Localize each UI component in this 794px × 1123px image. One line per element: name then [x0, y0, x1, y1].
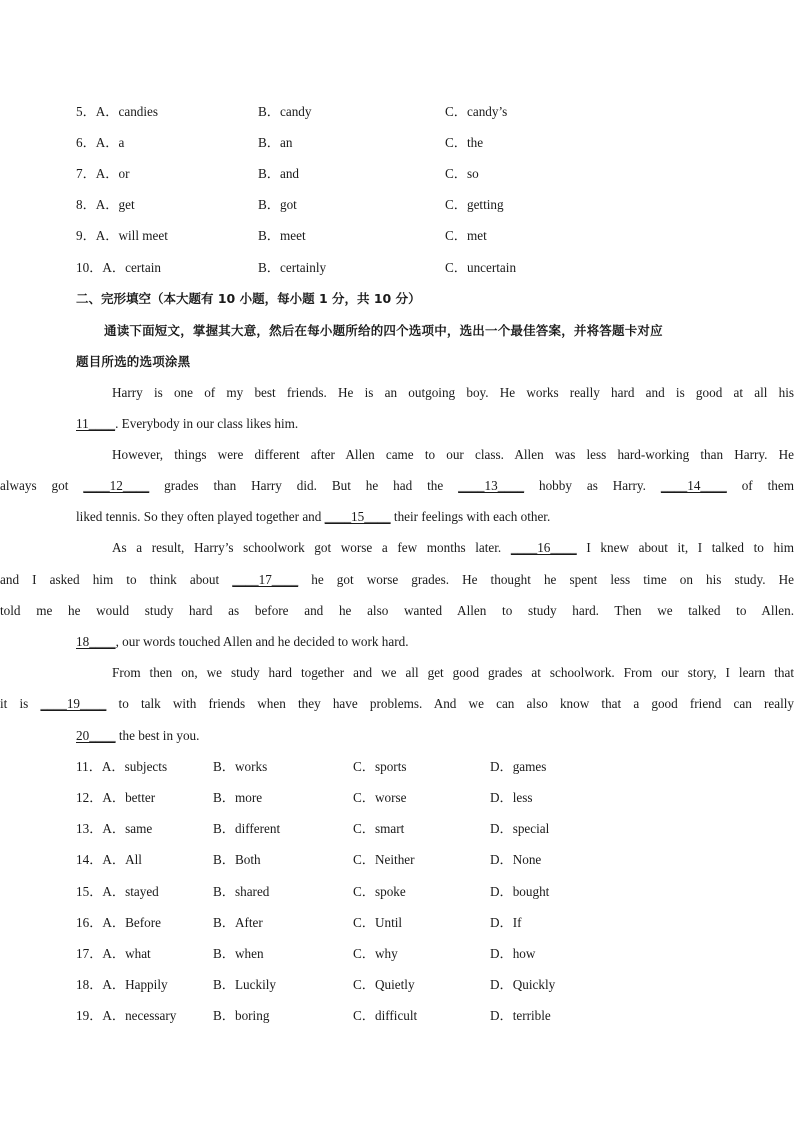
option-b: B．when — [213, 946, 264, 961]
option-d: D．special — [490, 821, 550, 836]
option-c: C．Neither — [353, 852, 415, 867]
passage-p1-line2: 11____. Everybody in our class likes him. — [76, 416, 299, 431]
option-c: C．why — [353, 946, 398, 961]
option-c: C．uncertain — [445, 260, 517, 275]
option-a: 9．A．will meet — [76, 228, 168, 243]
blank-14: ____14____ — [660, 478, 727, 493]
passage-p2-line3: liked tennis. So they often played together and ____15____ their feelings with each other. — [76, 509, 551, 524]
option-b: B．and — [258, 166, 300, 181]
option-a: 10．A．certain — [76, 260, 161, 275]
passage-p3-line1: As a result, Harry’s schoolwork got worse a few months later. ____16____ I knew about it, I talked to him — [112, 540, 794, 555]
passage-p3-line4: 18____, our words touched Allen and he decided to work hard. — [76, 634, 409, 649]
passage-p1-line1: Harry is one of my best friends. He is an outgoing boy. He works really hard and is good at all his — [112, 385, 794, 400]
option-d: D．None — [490, 852, 542, 867]
option-c: C．worse — [353, 790, 407, 805]
option-row — [76, 227, 716, 245]
option-b: B．After — [213, 915, 263, 930]
option-row — [76, 196, 716, 214]
option-a: 18．A．Happily — [76, 977, 168, 992]
passage-p3-line3: told me he would study hard as before and he also wanted Allen to study hard. Then we talked to Allen. — [0, 603, 794, 618]
option-c: C．sports — [353, 759, 407, 774]
option-a: 13．A．same — [76, 821, 153, 836]
option-c: C．Until — [353, 915, 403, 930]
option-d: D．If — [490, 915, 522, 930]
option-row — [76, 945, 716, 963]
blank-17: ____17____ — [232, 572, 299, 587]
option-b: B．more — [213, 790, 263, 805]
option-row — [76, 1007, 716, 1025]
option-c: C．getting — [445, 197, 504, 212]
option-d: D．terrible — [490, 1008, 551, 1023]
passage-p2-line1: However, things were different after Allen came to our class. Allen was less hard-working than Harry. He — [112, 447, 794, 462]
option-d: D．how — [490, 946, 536, 961]
option-b: B．works — [213, 759, 268, 774]
blank-19: ____19____ — [40, 696, 107, 711]
blank-16: ____16____ — [510, 540, 577, 555]
passage-p2-line2: always got ____12____ grades than Harry did. But he had the ____13____ hobby as Harry. ____14____ of them — [0, 478, 794, 493]
option-c: C．so — [445, 166, 479, 181]
option-a: 11．A．subjects — [76, 759, 168, 774]
option-a: 14．A．All — [76, 852, 142, 867]
option-b: B．Luckily — [213, 977, 277, 992]
blank-15: ____15____ — [324, 509, 391, 524]
option-c: C．spoke — [353, 884, 406, 899]
option-b: B．an — [258, 135, 293, 150]
option-b: B．meet — [258, 228, 306, 243]
option-d: D．less — [490, 790, 533, 805]
option-row — [76, 914, 716, 932]
option-row — [76, 820, 716, 838]
section-heading: 二、完形填空（本大题有 10 小题，每小题 1 分，共 10 分） — [76, 291, 421, 306]
blank-18: 18____ — [76, 634, 116, 649]
option-a: 19．A．necessary — [76, 1008, 177, 1023]
option-row — [76, 789, 716, 807]
passage-p3-line2: and I asked him to think about ____17____ he got worse grades. He thought he spent less time on his study. He — [0, 572, 794, 587]
passage-p4-line1: From then on, we study hard together and we all get good grades at schoolwork. From our story, I learn that — [112, 665, 794, 680]
option-d: D．bought — [490, 884, 550, 899]
option-b: B．boring — [213, 1008, 270, 1023]
option-row — [76, 259, 716, 277]
option-a: 17．A．what — [76, 946, 151, 961]
option-c: C．the — [445, 135, 484, 150]
option-row — [76, 758, 716, 776]
option-c: C．candy’s — [445, 104, 508, 119]
option-row — [76, 883, 716, 901]
instruction-line-1: 通读下面短文，掌握其大意，然后在每小题所给的四个选项中，选出一个最佳答案，并将答题卡对应 — [104, 323, 663, 338]
option-b: B．different — [213, 821, 281, 836]
blank-12: ____12____ — [83, 478, 150, 493]
option-d: D．games — [490, 759, 547, 774]
option-c: C．met — [445, 228, 487, 243]
option-a: 8．A．get — [76, 197, 135, 212]
option-row — [76, 165, 716, 183]
option-d: D．Quickly — [490, 977, 556, 992]
blank-20: 20____ — [76, 728, 116, 743]
option-row — [76, 976, 716, 994]
blank-11: 11____ — [76, 416, 116, 431]
instruction-line-2: 题目所选的选项涂黑 — [76, 354, 191, 369]
option-c: C．smart — [353, 821, 405, 836]
option-b: B．got — [258, 197, 297, 212]
option-a: 15．A．stayed — [76, 884, 159, 899]
option-b: B．candy — [258, 104, 312, 119]
option-a: 6．A．a — [76, 135, 125, 150]
option-a: 12．A．better — [76, 790, 156, 805]
passage-p4-line2: it is ____19____ to talk with friends when they have problems. And we can also know that a good friend can really — [0, 696, 794, 711]
option-row — [76, 103, 716, 121]
option-b: B．certainly — [258, 260, 327, 275]
option-row — [76, 134, 716, 152]
option-a: 16．A．Before — [76, 915, 161, 930]
option-c: C．difficult — [353, 1008, 418, 1023]
option-a: 5．A．candies — [76, 104, 159, 119]
option-a: 7．A．or — [76, 166, 130, 181]
blank-13: ____13____ — [458, 478, 525, 493]
option-b: B．shared — [213, 884, 270, 899]
option-c: C．Quietly — [353, 977, 415, 992]
option-row — [76, 851, 716, 869]
option-b: B．Both — [213, 852, 261, 867]
passage-p4-line3: 20____ the best in you. — [76, 728, 200, 743]
